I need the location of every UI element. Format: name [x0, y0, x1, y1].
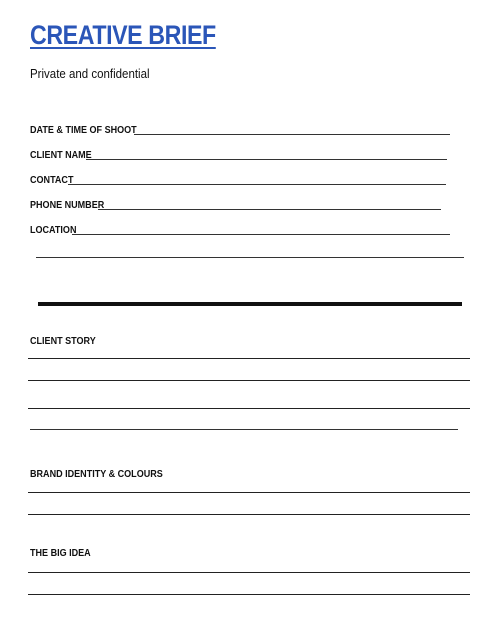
big-idea-line-2[interactable]	[28, 594, 470, 595]
brand-identity-line-1[interactable]	[28, 492, 470, 493]
client-story-line-3[interactable]	[28, 408, 470, 409]
location-line[interactable]	[72, 234, 450, 235]
brand-identity-heading: BRAND IDENTITY & COLOURS	[30, 468, 163, 480]
brand-identity-line-2[interactable]	[28, 514, 470, 515]
contact-label: CONTACT	[30, 174, 74, 186]
date-time-of-shoot-label: DATE & TIME OF SHOOT	[30, 124, 137, 136]
client-name-field[interactable]	[30, 145, 447, 161]
date-time-of-shoot-field[interactable]	[30, 120, 450, 136]
phone-number-label: PHONE NUMBER	[30, 199, 105, 211]
document-subtitle: Private and confidential	[30, 67, 150, 81]
client-story-line-1[interactable]	[28, 358, 470, 359]
client-story-line-4[interactable]	[30, 429, 458, 430]
extra-writing-line[interactable]	[36, 257, 464, 258]
section-separator	[38, 302, 462, 306]
contact-line[interactable]	[68, 184, 446, 185]
contact-field[interactable]	[30, 170, 446, 186]
document-title: CREATIVE BRIEF	[30, 20, 216, 50]
date-time-of-shoot-line[interactable]	[134, 134, 450, 135]
client-story-heading: CLIENT STORY	[30, 335, 96, 347]
client-name-line[interactable]	[86, 159, 447, 160]
phone-number-line[interactable]	[98, 209, 441, 210]
location-label: LOCATION	[30, 224, 77, 236]
phone-number-field[interactable]	[30, 195, 441, 211]
client-story-line-2[interactable]	[28, 380, 470, 381]
location-field[interactable]	[30, 220, 450, 236]
big-idea-line-1[interactable]	[28, 572, 470, 573]
client-name-label: CLIENT NAME	[30, 149, 92, 161]
big-idea-heading: THE BIG IDEA	[30, 547, 91, 559]
